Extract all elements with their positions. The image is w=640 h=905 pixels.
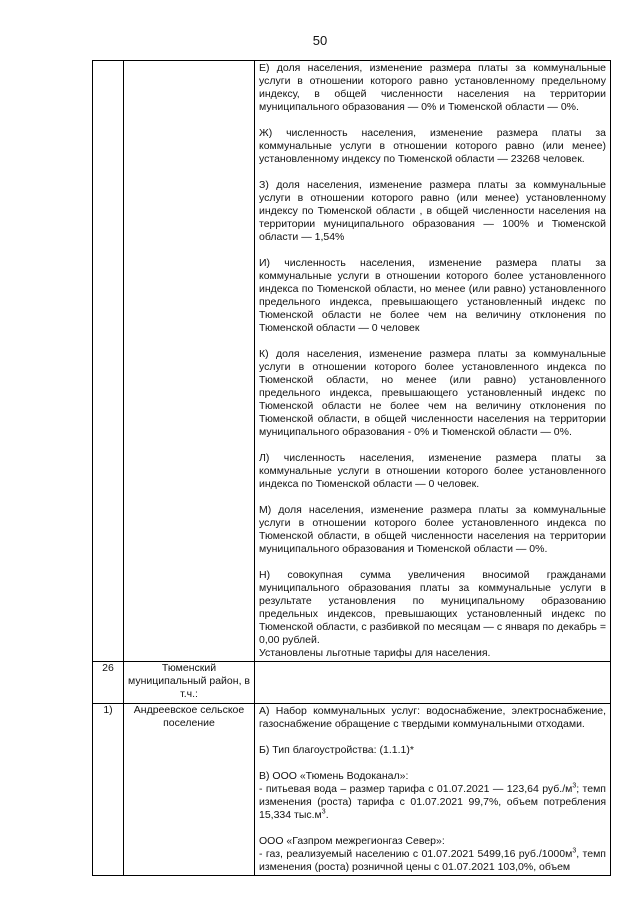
paragraph-v-water: - питьевая вода – размер тарифа с 01.07.2021 — 123,64 $руб./м^3$; темп изменения (роста) тарифа с 01.07.2021 99,7%, объем потребления 15,334 $тыс.м^3$. (259, 782, 606, 821)
gas-growth-text: , темп изменения (роста) розничной цены с 01.07.2021 103,0%, объем (259, 848, 606, 873)
paragraph-m: М) доля населения, изменение размера платы за коммунальные услуги в отношении которого более установленного индекса по Тюменской области, в общей численности населения на территории муниципального образования и Тюменской области — 0%. (259, 504, 606, 555)
row-number: 1) (93, 704, 124, 876)
paragraph-i: И) численность населения, изменение размера платы за коммунальные услуги в отношении которого более установленного индекса по Тюменской области, но менее (или равно) установленного предельного индекса, превышающего установленный индекс по Тюменской области не более чем на величину отклонения по Тюменской области — 0 человек (259, 257, 606, 334)
paragraph-z: З) доля населения, изменение размера платы за коммунальные услуги в отношении которого равно (или менее) установленному индексу по Тюменской области , в общей численности населения на территории муниципального образования — 100% и Тюменской области — 1,54% (259, 179, 606, 243)
paragraph-gas (259, 848, 606, 874)
paragraph-e: Е) доля населения, изменение размера платы за коммунальные услуги в отношении которого равно установленному предельному индексу, в общей численности населения на территории муниципального образования — 0% и Тюменской области — 0%. (259, 62, 606, 113)
superscript: 3 (572, 847, 577, 855)
paragraph-b: Б) Тип благоустройства: (1.1.1)* (259, 744, 414, 756)
settlement-name: Андреевское сельское поселение (124, 704, 255, 876)
benefit-note: Установлены льготные тарифы для населения. (259, 647, 491, 659)
table-row-1 (93, 704, 611, 876)
paragraph-a: А) Набор коммунальных услуг: водоснабжение, электроснабжение, газоснабжение обращение с твердыми коммунальными отходами. (259, 705, 606, 730)
tariff-table (92, 60, 611, 876)
superscript: 3 (321, 808, 326, 816)
table-row-continuation (93, 61, 611, 662)
cell-empty-number (93, 61, 124, 662)
paragraph-gas-title: ООО «Газпром межрегионгаз Север»: (259, 835, 445, 847)
water-tariff-text: - питьевая вода – размер тарифа с 01.07.2021 — 123,64 руб./м (259, 783, 573, 795)
paragraph-v-title: В) ООО «Тюмень Водоканал»: (259, 770, 409, 782)
paragraph-zh: Ж) численность населения, изменение размера платы за коммунальные услуги в отношении которого равно (или менее) установленному индексу по Тюменской области — 23268 человек. (259, 127, 606, 165)
paragraph-k: К) доля населения, изменение размера платы за коммунальные услуги в отношении которого более установленного индекса по Тюменской области, но менее (или равно) установленного предельного индекса, превышающего установленный индекс по Тюменской области не более чем на величину отклонения по Тюменской области, в общей численности населения на территории муниципального образования - 0% и Тюменской области — 0%. (259, 348, 606, 438)
table-row-26 (93, 662, 611, 704)
cell-empty-indicators (255, 662, 611, 704)
superscript: 3 (572, 782, 577, 790)
cell-empty-name (124, 61, 255, 662)
paragraph-l: Л) численность населения, изменение размера платы за коммунальные услуги в отношении которого более установленного индекса по Тюменской области — 0 человек. (259, 452, 606, 490)
paragraph-n: Н) совокупная сумма увеличения вносимой гражданами муниципального образования платы за коммунальные услуги в результате установления по муниципальному образованию предельных индексов, превышающих установленный индекс по Тюменской области, с разбивкой по месяцам — с января по декабрь = 0,00 рублей. (259, 569, 606, 646)
district-name: Тюменский муниципальный район, в т.ч.: (124, 662, 255, 704)
cell-indicators (255, 61, 611, 662)
page-number: 50 (312, 33, 328, 48)
gas-price-text: - газ, реализуемый населению с 01.07.2021 5499,16 руб./1000м (259, 848, 573, 860)
cell-services (255, 704, 611, 876)
water-volume-text: ; темп изменения (роста) тарифа с 01.07.2021 99,7%, объем потребления 15,334 тыс.м (259, 783, 606, 821)
row-number: 26 (93, 662, 124, 704)
